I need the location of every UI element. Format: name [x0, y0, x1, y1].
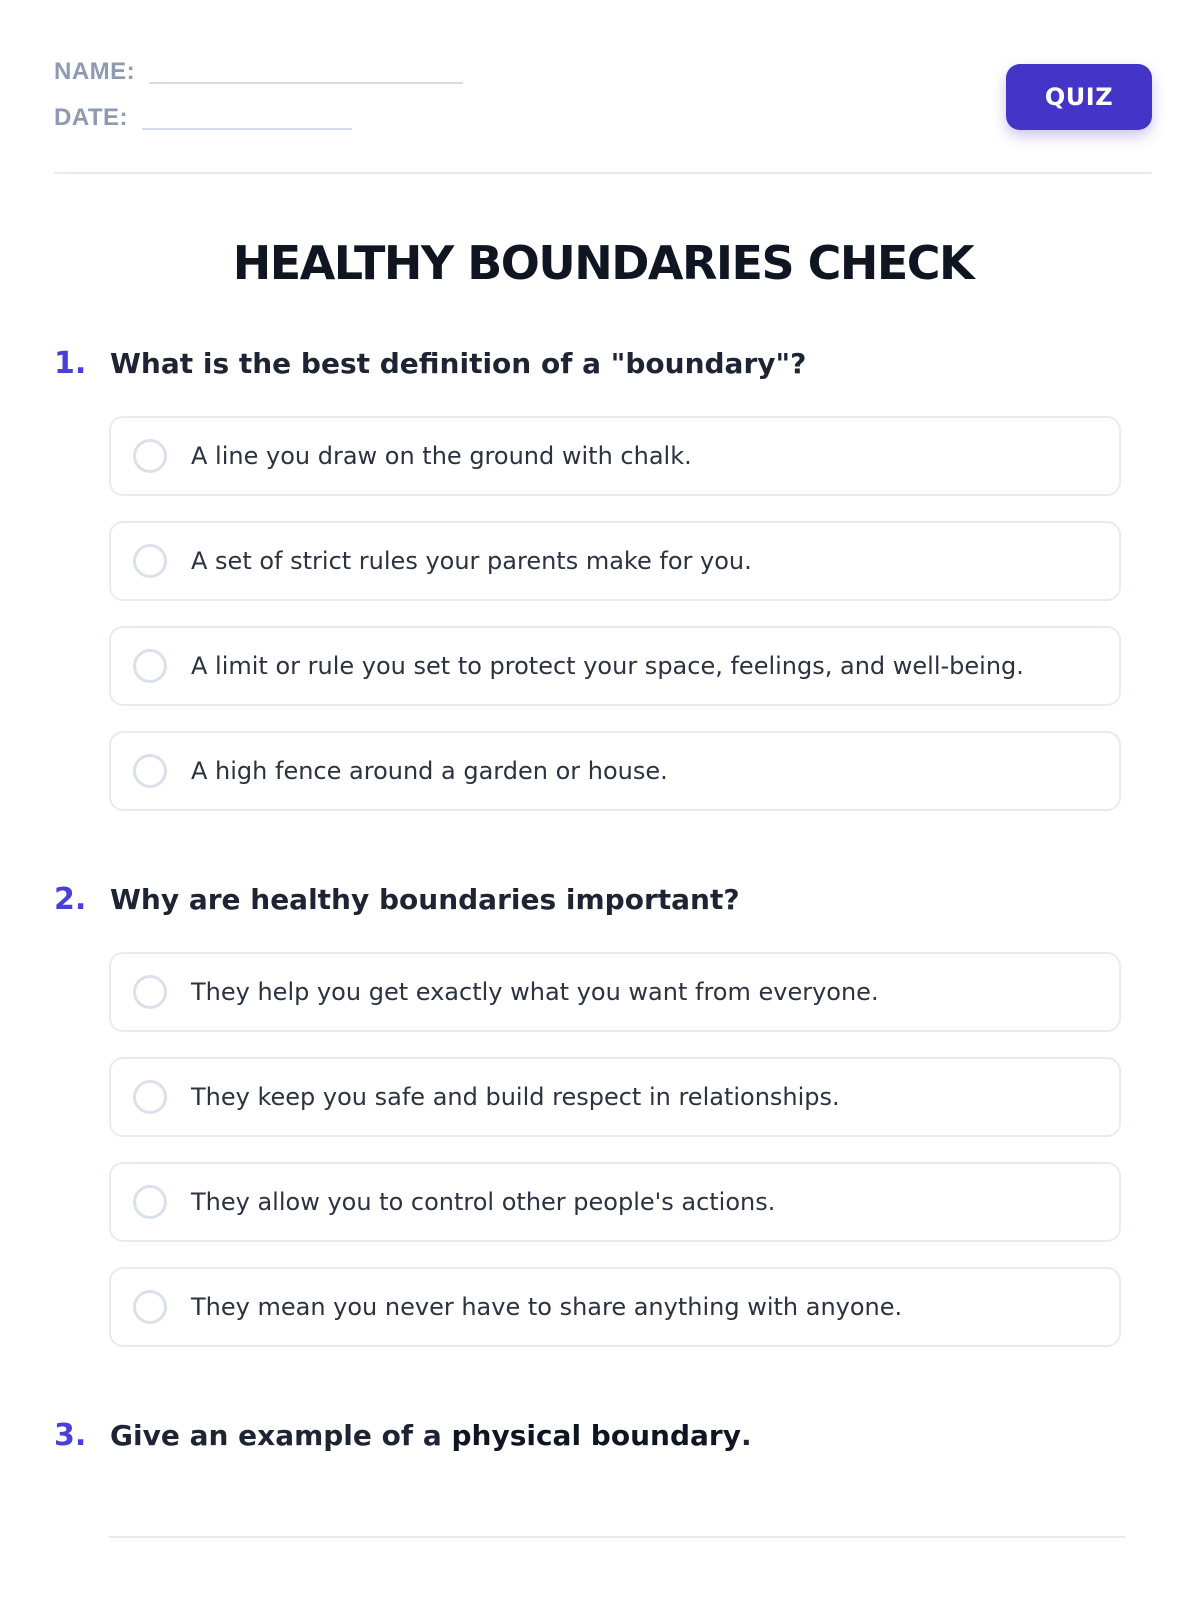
question-2	[54, 882, 1152, 917]
answer-option-text: They keep you safe and build respect in relationships.	[191, 1083, 840, 1111]
question-text-before: Give an example of a	[110, 1419, 452, 1452]
radio-button[interactable]	[133, 544, 167, 578]
answer-option[interactable]	[109, 521, 1121, 601]
question-number: 2.	[54, 882, 87, 917]
answer-option[interactable]	[109, 731, 1121, 811]
quiz-badge: QUIZ	[1006, 64, 1152, 130]
answer-option[interactable]	[109, 416, 1121, 496]
question-text-after: .	[740, 1419, 752, 1452]
name-field[interactable]	[149, 60, 463, 84]
question-1-header	[54, 346, 1152, 381]
radio-button[interactable]	[133, 1185, 167, 1219]
date-field[interactable]	[142, 106, 352, 130]
answer-option[interactable]	[109, 1162, 1121, 1242]
radio-button[interactable]	[133, 649, 167, 683]
answer-option-text: They help you get exactly what you want from everyone.	[191, 978, 879, 1006]
date-field-row	[54, 106, 352, 130]
question-3-header	[54, 1418, 1152, 1453]
name-field-row	[54, 60, 463, 84]
answer-option[interactable]	[109, 1267, 1121, 1347]
question-2-header	[54, 882, 1152, 917]
answer-option[interactable]	[109, 626, 1121, 706]
name-label: NAME:	[54, 58, 136, 85]
answer-option-text: They allow you to control other people's actions.	[191, 1188, 776, 1216]
answer-option-text: They mean you never have to share anything with anyone.	[191, 1293, 903, 1321]
answer-option-text: A set of strict rules your parents make for you.	[191, 547, 752, 575]
date-label: DATE:	[54, 104, 129, 131]
radio-button[interactable]	[133, 754, 167, 788]
question-text: Why are healthy boundaries important?	[110, 883, 740, 916]
answer-option[interactable]	[109, 952, 1121, 1032]
radio-button[interactable]	[133, 439, 167, 473]
question-number: 1.	[54, 346, 87, 381]
question-number: 3.	[54, 1418, 87, 1453]
question-3	[54, 1418, 1152, 1453]
answer-option-text: A high fence around a garden or house.	[191, 757, 668, 785]
radio-button[interactable]	[133, 1290, 167, 1324]
question-1	[54, 346, 1152, 381]
answer-option[interactable]	[109, 1057, 1121, 1137]
radio-button[interactable]	[133, 975, 167, 1009]
answer-line[interactable]	[109, 1536, 1125, 1538]
worksheet-header	[54, 48, 1152, 174]
question-text: What is the best definition of a "boundary"?	[110, 347, 807, 380]
question-text	[110, 1419, 752, 1452]
page-title: HEALTHY BOUNDARIES CHECK	[232, 236, 974, 290]
answer-option-text: A line you draw on the ground with chalk.	[191, 442, 692, 470]
question-text-bold: physical boundary	[451, 1419, 741, 1452]
worksheet-page	[54, 0, 1152, 1600]
radio-button[interactable]	[133, 1080, 167, 1114]
answer-option-text: A limit or rule you set to protect your space, feelings, and well-being.	[191, 652, 1024, 680]
